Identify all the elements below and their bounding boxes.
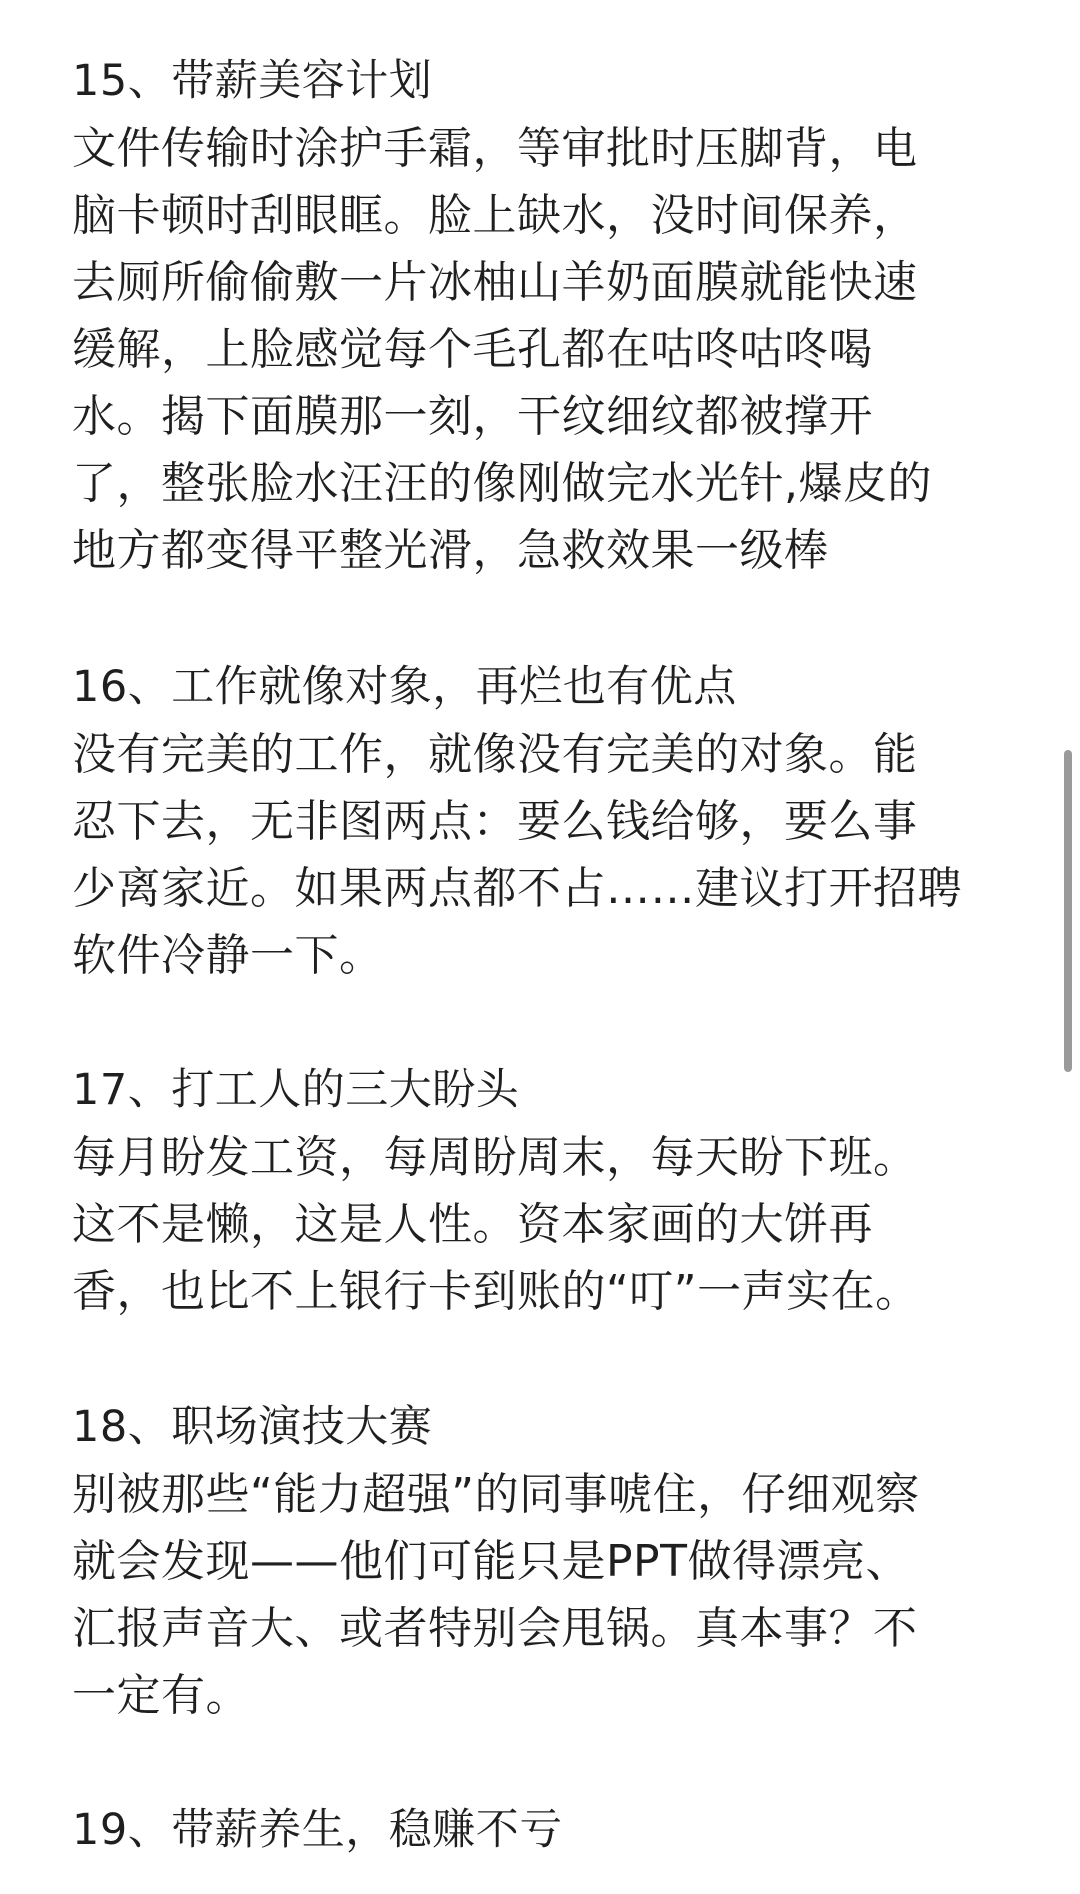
body-line: 脑卡顿时刮眼眶。脸上缺水，没时间保养， [72,190,918,241]
tip-section-19 [72,1797,1012,1864]
body-line: 了，整张脸水汪汪的像刚做完水光针,爆皮的 [72,458,932,509]
scrollbar-thumb[interactable] [1064,750,1072,1072]
section-heading: 16、工作就像对象，再烂也有优点 [72,662,737,712]
tip-section-16 [72,654,1012,989]
body-line: 忍下去，无非图两点：要么钱给够，要么事 [72,796,918,847]
body-line: 别被那些“能力超强”的同事唬住，仔细观察 [72,1469,920,1520]
body-line: 汇报声音大、或者特别会甩锅。真本事？不 [72,1603,918,1654]
section-heading: 17、打工人的三大盼头 [72,1065,520,1115]
body-line: 软件冷静一下。 [72,930,384,981]
body-line: 文件传输时涂护手霜，等审批时压脚背，电 [72,123,918,174]
body-line: 一定有。 [72,1670,250,1721]
section-heading: 18、职场演技大赛 [72,1402,433,1452]
tip-section-15 [72,48,1012,584]
bottom-fade [0,1864,1080,1894]
body-line: 每月盼发工资，每周盼周末，每天盼下班。 [72,1132,918,1183]
body-line: 就会发现——他们可能只是PPT做得漂亮、 [72,1536,910,1587]
tip-section-18 [72,1394,1012,1729]
body-line: 没有完美的工作，就像没有完美的对象。能 [72,729,918,780]
section-heading: 15、带薪美容计划 [72,56,433,106]
body-line: 水。揭下面膜那一刻，干纹细纹都被撑开 [72,391,873,442]
body-line: 香，也比不上银行卡到账的“叮”一声实在。 [72,1266,920,1317]
tip-section-17 [72,1057,1012,1325]
body-line: 去厕所偷偷敷一片冰柚山羊奶面膜就能快速 [72,257,918,308]
section-heading: 19、带薪养生，稳赚不亏 [72,1805,563,1855]
body-line: 少离家近。如果两点都不占……建议打开招聘 [72,863,962,914]
body-line: 这不是懒，这是人性。资本家画的大饼再 [72,1199,873,1250]
body-line: 缓解，上脸感觉每个毛孔都在咕咚咕咚喝 [72,324,873,375]
body-line: 地方都变得平整光滑，急救效果一级棒 [72,525,829,576]
